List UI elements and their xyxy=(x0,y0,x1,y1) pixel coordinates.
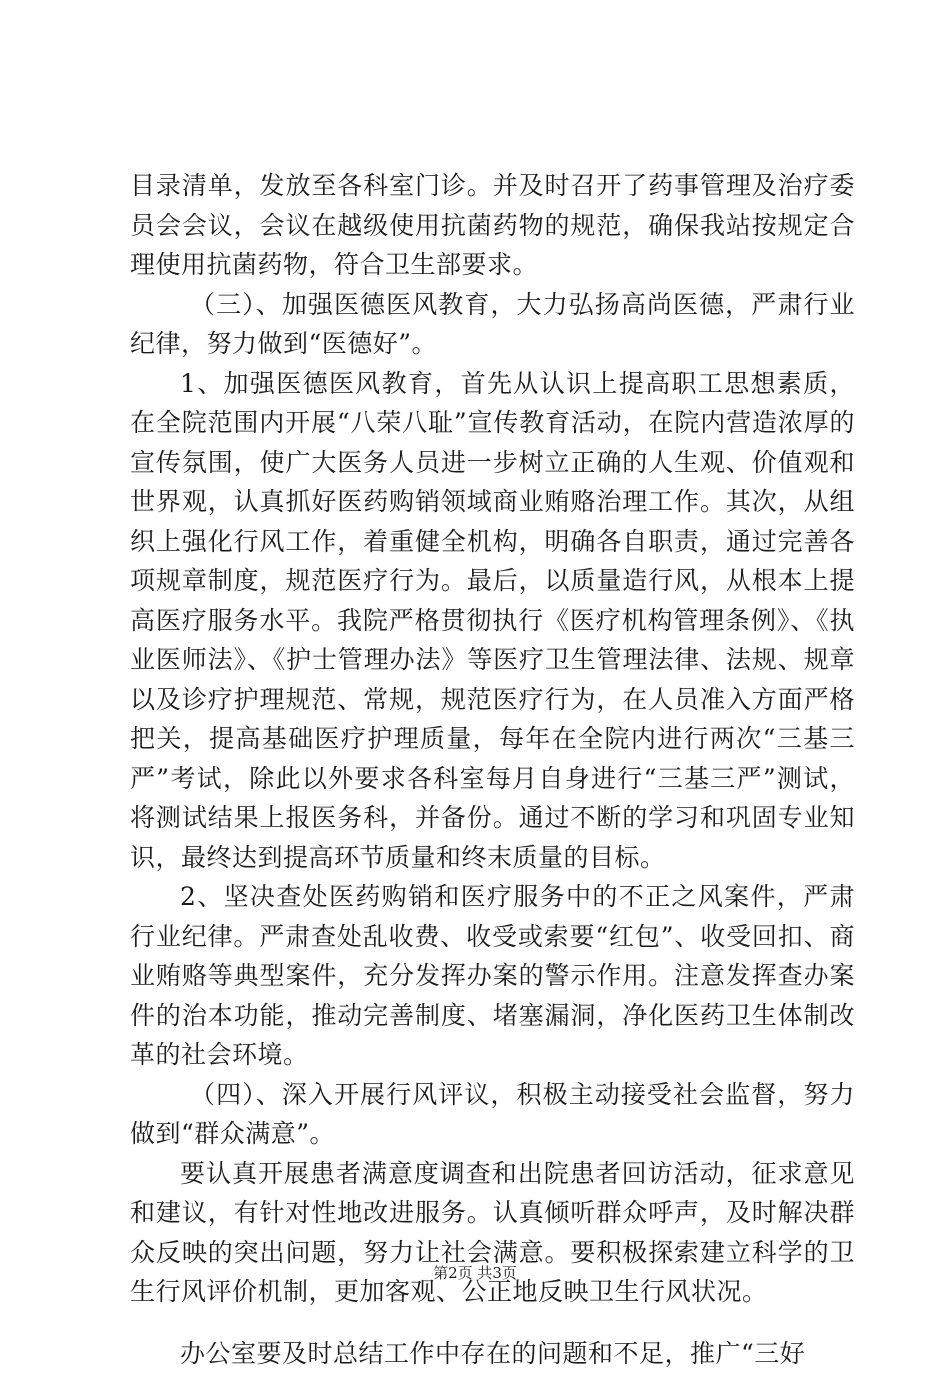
page-number-footer: 第2页 共3页 xyxy=(0,1262,950,1283)
section-heading-medical-ethics: （三）、加强医德医风教育，大力弘扬高尚医德，严肃行业纪律，努力做到“医德好”。 xyxy=(130,285,855,364)
paragraph-ethics-education: 1、加强医德医风教育，首先从认识上提高职工思想素质，在全院范围内开展“八荣八耻”宣传教育活动，在院内营造浓厚的宣传氛围，使广大医务人员进一步树立正确的人生观、价值观和世界观，认真抓好医药购销领域商业贿赂治理工作。其次，从组织上强化行风工作，着重健全机构，明确各自职责，通过完善各项规章制度，规范医疗行为。最后，以质量造行风，从根本上提高医疗服务水平。我院严格贯彻执行《医疗机构管理条例》、《执业医师法》、《护士管理办法》等医疗卫生管理法律、法规、规章以及诊疗护理规范、常规，规范医疗行为，在人员准入方面严格把关，提高基础医疗护理质量，每年在全院内进行两次“三基三严”考试，除此以外要求各科室每月自身进行“三基三严”测试，将测试结果上报医务科，并备份。通过不断的学习和巩固专业知识，最终达到提高环节质量和终末质量的目标。 xyxy=(130,364,855,878)
section-heading-public-supervision: （四）、深入开展行风评议，积极主动接受社会监督，努力做到“群众满意”。 xyxy=(130,1075,855,1154)
paragraph-office-summary: 办公室要及时总结工作中存在的问题和不足，推广“三好 xyxy=(130,1334,855,1373)
paragraph-patient-satisfaction: 要认真开展患者满意度调查和出院患者回访活动，征求意见和建议，有针对性地改进服务。认真倾听群众呼声，及时解决群众反映的突出问题，努力让社会满意。要积极探索建立科学的卫生行风评价机制，更加客观、公正地反映卫生行风状况。 xyxy=(130,1154,855,1312)
document-body xyxy=(130,166,855,1373)
paragraph-gap xyxy=(130,1312,855,1334)
paragraph-investigate-cases: 2、坚决查处医药购销和医疗服务中的不正之风案件，严肃行业纪律。严肃查处乱收费、收受或索要“红包”、收受回扣、商业贿赂等典型案件，充分发挥办案的警示作用。注意发挥查办案件的治本功能，推动完善制度、堵塞漏洞，净化医药卫生体制改革的社会环境。 xyxy=(130,877,855,1075)
paragraph-drug-list: 目录清单，发放至各科室门诊。并及时召开了药事管理及治疗委员会会议，会议在越级使用抗菌药物的规范，确保我站按规定合理使用抗菌药物，符合卫生部要求。 xyxy=(130,166,855,285)
